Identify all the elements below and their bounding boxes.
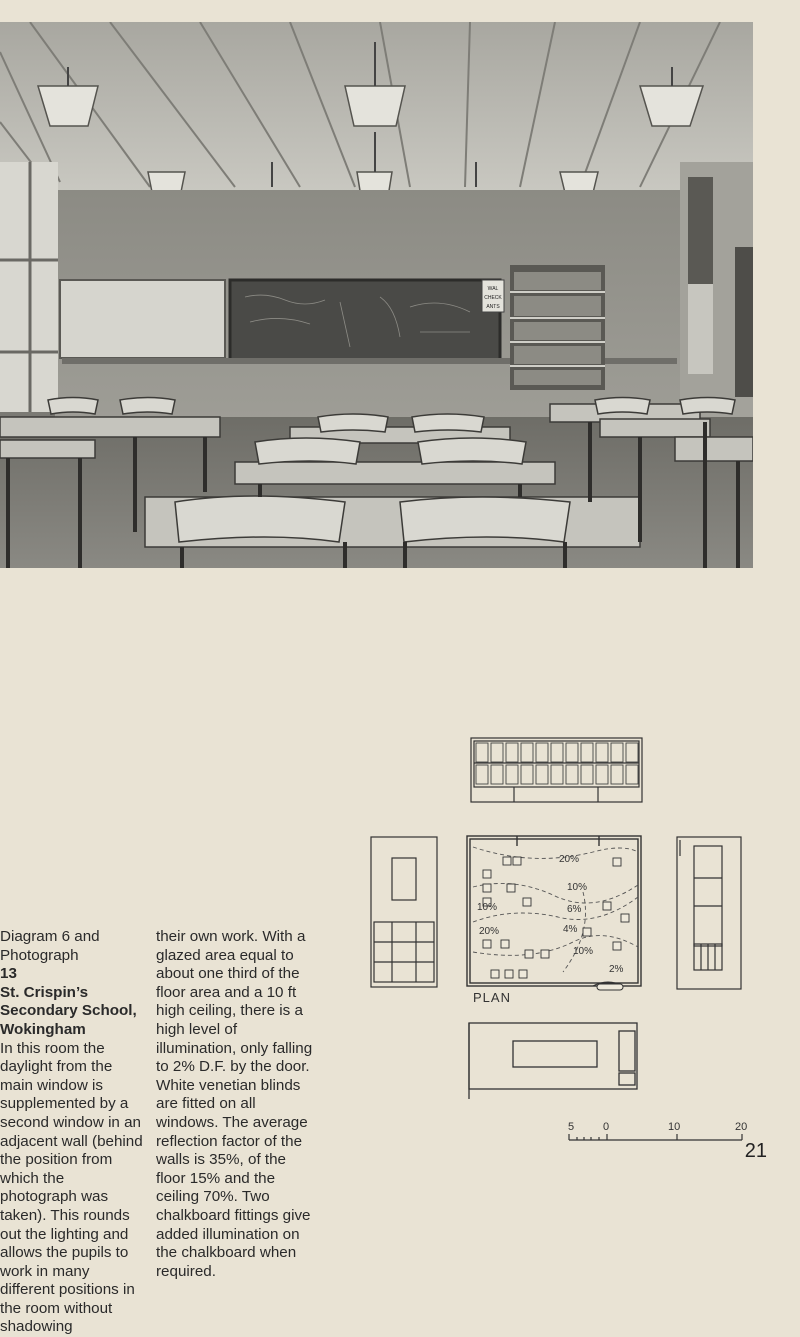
caption-title: Diagram 6 and Photograph xyxy=(0,928,100,964)
window-pane xyxy=(491,743,503,762)
window-pane xyxy=(626,765,638,784)
window-pane xyxy=(521,765,533,784)
caption-body-col1: In this room the daylight from the main window is supplemented by a second window in an adjacent wall (behind the position from which the photograph was taken). This rounds out the lighting and allows the pupils to work in many different positions in the room without shadowing xyxy=(0,1039,143,1336)
window-pane xyxy=(506,765,518,784)
classroom-photograph xyxy=(0,22,753,568)
scale-label-0: 0 xyxy=(603,1121,610,1133)
plan-desk xyxy=(483,870,491,878)
sign-top: WAL xyxy=(487,286,499,292)
df-label-1: 20% xyxy=(559,854,580,865)
plan-label: PLAN xyxy=(473,990,511,1005)
right-elevation xyxy=(676,836,742,992)
plan-desk xyxy=(505,970,513,978)
window-pane xyxy=(596,743,608,762)
df-label-4: 10% xyxy=(477,902,498,913)
window-pane xyxy=(536,765,548,784)
df-label-3: 6% xyxy=(567,904,582,915)
df-label-2: 10% xyxy=(567,882,588,893)
window-pane xyxy=(566,765,578,784)
plan-desk xyxy=(613,942,621,950)
window-pane xyxy=(611,743,623,762)
window-pane xyxy=(506,743,518,762)
window-pane xyxy=(476,765,488,784)
window-pane xyxy=(551,765,563,784)
df-label-6: 4% xyxy=(563,924,578,935)
plan-desk xyxy=(507,884,515,892)
caption xyxy=(0,928,145,1337)
window-pane xyxy=(536,743,548,762)
window-pane xyxy=(611,765,623,784)
scale-label-20: 20 xyxy=(735,1121,748,1133)
plan-desk xyxy=(491,970,499,978)
caption-body-col2: their own work. With a glazed area equal to about one third of the floor area and a 10 ft high ceiling, there is a high level of illumination, only falling to 2% D.F. by the door. White venetian blinds are fitted on all windows. The average reflection factor of the walls is 35%, of the floor 15% and the ceiling 70%. Two chalkboard fittings give added illumination on the chalkboard when required. xyxy=(156,928,313,1280)
window-pane xyxy=(551,743,563,762)
caption-school: St. Crispin’s Secondary School, Wokingham xyxy=(0,983,137,1038)
window-pane xyxy=(581,743,593,762)
df-label-7: 2% xyxy=(609,964,624,975)
plan-desk xyxy=(513,857,521,865)
scale-label-5: 5 xyxy=(568,1121,575,1133)
window-pane xyxy=(521,743,533,762)
window-pane xyxy=(626,743,638,762)
plan-desk xyxy=(523,898,531,906)
plan-desk xyxy=(501,940,509,948)
window-pane xyxy=(581,765,593,784)
plan-desk xyxy=(603,902,611,910)
df-label-8: 10% xyxy=(573,946,594,957)
window-pane xyxy=(491,765,503,784)
window-pane xyxy=(566,743,578,762)
plan-desk xyxy=(613,858,621,866)
plan-desk xyxy=(503,857,511,865)
classroom-plan xyxy=(463,832,645,994)
plan-desk xyxy=(621,914,629,922)
page-number: 21 xyxy=(744,1140,767,1162)
window-pane xyxy=(596,765,608,784)
window-elevation xyxy=(470,737,643,803)
scale-label-10: 10 xyxy=(668,1121,681,1133)
df-label-5: 20% xyxy=(479,926,500,937)
plan-desk xyxy=(483,884,491,892)
caption-number: 13 xyxy=(0,965,17,983)
plan-desk xyxy=(519,970,527,978)
left-elevation xyxy=(370,836,438,988)
window-pane xyxy=(476,743,488,762)
scale-bar xyxy=(567,1130,747,1146)
sign-mid: CHECK xyxy=(484,295,502,301)
plan-desk xyxy=(483,940,491,948)
plan-desk xyxy=(583,928,591,936)
plan-desk xyxy=(525,950,533,958)
section-drawing xyxy=(465,1021,639,1099)
plan-desk xyxy=(541,950,549,958)
sign-bot: ANTS xyxy=(486,304,500,310)
